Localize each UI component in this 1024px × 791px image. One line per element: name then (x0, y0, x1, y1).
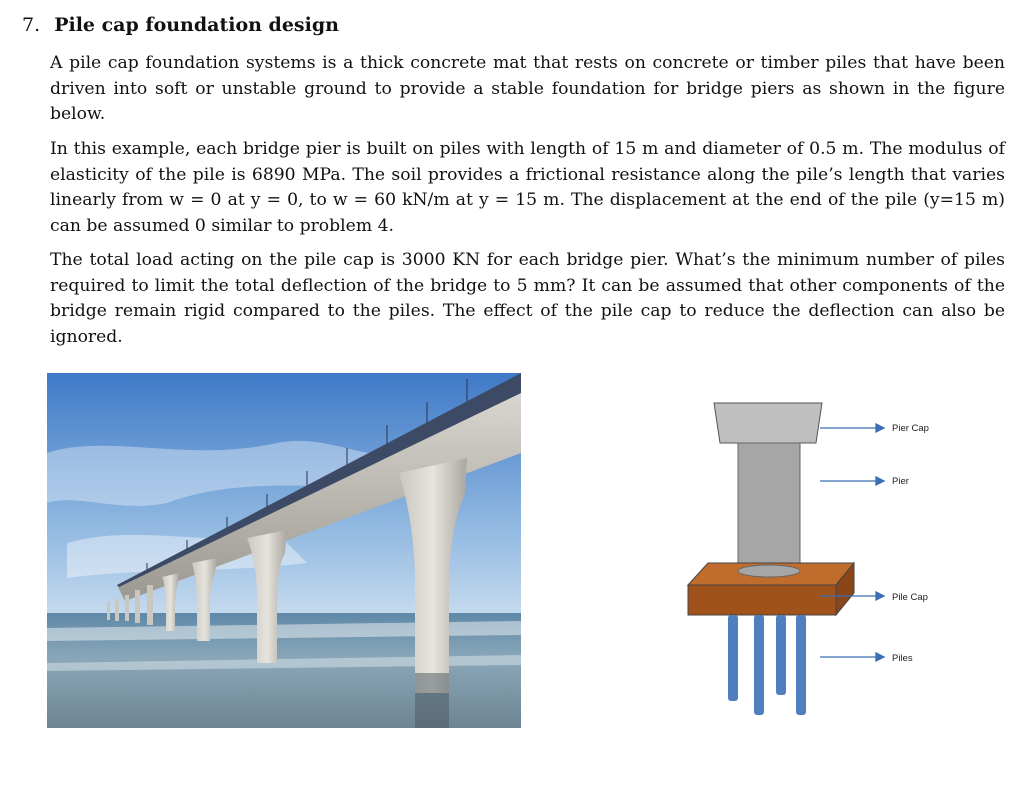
pile-cap-diagram (680, 395, 980, 725)
pile-shape (728, 615, 738, 701)
pile-shape (754, 615, 764, 715)
label-pile-cap: Pile Cap (892, 592, 928, 603)
section-number: 7. (22, 14, 41, 36)
pile-shape (796, 615, 806, 715)
bridge-photo (47, 373, 521, 728)
pile-shape (776, 615, 786, 695)
label-pier-cap: Pier Cap (892, 423, 929, 434)
pile-cap-front (688, 585, 836, 615)
pier-shape (738, 443, 800, 573)
paragraph-parameters: In this example, each bridge pier is built on piles with length of 15 m and diameter of 0.5 m. The modulus of elasticity of the pile is 6890 MPa. The soil provides a frictional resistance along the pile’s length that varies linearly from w = 0 at y = 0, to w = 60 kN/m at y = 15 m. The displacement at the end of the pile (y=15 m) can be assumed 0 similar to problem 4. (50, 139, 1005, 236)
label-piles: Piles (892, 653, 913, 664)
paragraph-question: The total load acting on the pile cap is 3000 KN for each bridge pier. What’s the minimum number of piles required to limit the total deflection of the bridge to 5 mm? It can be assumed that other components of the bridge remain rigid compared to the piles. The effect of the pile cap to reduce the deflection can also be ignored. (50, 250, 1005, 347)
section-title: Pile cap foundation design (54, 14, 339, 36)
pier-cap-shape (714, 403, 822, 443)
paragraph-intro: A pile cap foundation systems is a thick concrete mat that rests on concrete or timber piles that have been driven into soft or unstable ground to provide a stable foundation for bridge piers as shown in the figure below. (50, 53, 1005, 124)
section-heading (22, 14, 339, 36)
label-pier: Pier (892, 476, 909, 487)
